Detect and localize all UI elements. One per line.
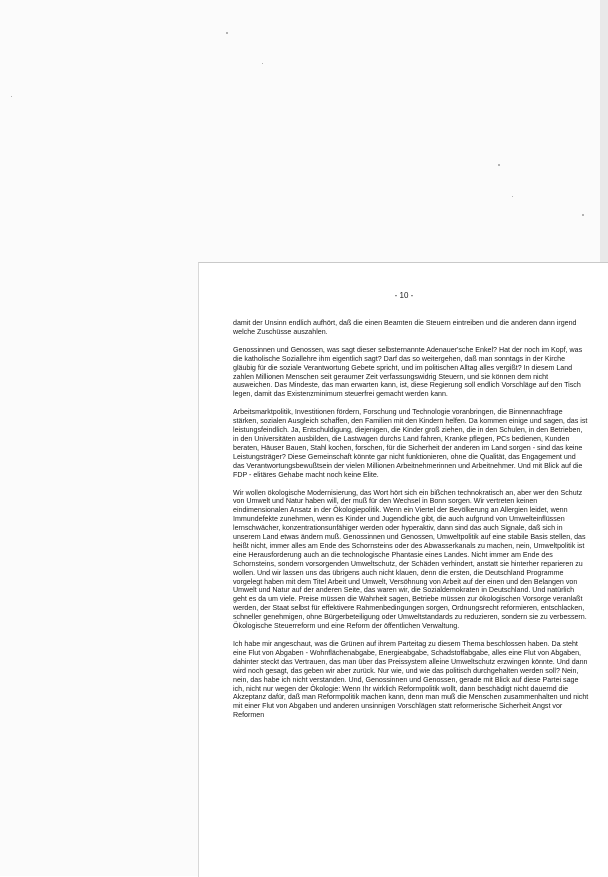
paragraph: Ich habe mir angeschaut, was die Grünen auf ihrem Parteitag zu diesem Thema beschlossen haben. Da steht eine Flut von Abgaben - Wohnflächenabgabe, Energieabgabe, Schadstoffabgabe, alles eine Flut von Abgaben, dahinter steckt das Vertrauen, das man über das Preissystem alleine Umweltschutz erzwingen könnte. Und dann wird noch gesagt, das geben wir aber zurück. Nur wie, und wie das politisch durchgehalten werden soll? Nein, nein, das habe ich nicht verstanden. Und, Genossinnen und Genossen, gerade mit Blick auf diese Partei sage ich, nicht nur wegen der Ökologie: Wenn Ihr wirklich Reformpolitik wollt, dann beschädigt nicht dauernd die Akzeptanz dafür, daß man Reformpolitik machen kann, denn man muß die Menschen zusammenhalten und nicht mit einer Flut von Abgaben und anderen unsinnigen Vorschlägen statt reformerische Sicherheit Angst vor Reformen xyxy=(233,640,589,720)
scan-speck xyxy=(11,96,12,97)
scan-speck xyxy=(262,63,263,64)
paragraph: Genossinnen und Genossen, was sagt dieser selbsternannte Adenauer'sche Enkel? Hat der noch im Kopf, was die katholische Soziallehre ihm eigentlich sagt? Darf das so weitergehen, daß man sonntags in der Kirche gläubig für die soziale Verantwortung Gebete spricht, und im politischen Alltag alles vergißt? In diesem Land zahlen Millionen Menschen seit geraumer Zeit verfassungswidrig Steuern, und sie können dem nicht ausweichen. Das Mindeste, das man erwarten kann, ist, diese Regierung soll endlich Vorschläge auf den Tisch legen, damit das Existenzminimum steuerfrei gemacht werden kann. xyxy=(233,345,583,399)
paragraph: Wir wollen ökologische Modernisierung, das Wort hört sich ein bißchen technokratisch an, aber wer den Schutz von Umwelt und Natur haben will, der muß für den Wechsel in Bonn sorgen. Wir vertreten keinen eindimensionalen Ansatz in der Ökologiepolitik. Wenn ein Viertel der Bevölkerung an Allergien leidet, wenn Immundefekte zunehmen, wenn es Kinder und Jugendliche gibt, die auch aufgrund von Umwelteinflüssen lernschwächer, konzentrationsunfähiger werden oder hyperaktiv, dann sind das auch Signale, daß sich in unserem Land etwas ändern muß. Genossinnen und Genossen, Umweltpolitik auf eine stabile Basis stellen, das heißt nicht, immer alles am Ende des Schornsteins oder des Abwasserkanals zu machen, nein, Umweltpolitik ist eine Herausforderung auch an die technologische Phantasie eines Landes. Nicht immer am Ende des Schornsteins, sondern vorsorgenden Umweltschutz, der Schäden verhindert, anstatt sie hinterher reparieren zu wollen. Und wir lassen uns das übrigens auch nicht klauen, denn die ersten, die Deutschland Programme vorgelegt haben mit dem Titel Arbeit und Umwelt, Versöhnung von Arbeit auf der einen und den Belangen von Umwelt und Natur auf der anderen Seite, das waren wir, die Sozialdemokraten in Deutschland. Und natürlich geht es da um viele. Preise müssen die Wahrheit sagen, Betriebe müssen zur ökologischen Vorsorge veranlaßt werden, der Staat selbst für effektivere Rahmenbedingungen sorgen, Ordnungsrecht reformieren, entschlacken, schneller genehmigen, ohne Bürgerbeteiligung oder Umweltstandards zu reduzieren, sondern sie zu verbessern. Ökologische Steuerreform und eine Reform der öffentlichen Verwaltung. xyxy=(233,488,587,631)
document-page xyxy=(198,262,608,877)
scan-speck xyxy=(498,164,500,166)
scan-speck xyxy=(226,32,228,34)
paragraph: damit der Unsinn endlich aufhört, daß die einen Beamten die Steuern eintreiben und die anderen dann irgend welche Zuschüsse auszahlen. xyxy=(233,319,577,336)
paragraph: Arbeitsmarktpolitik, Investitionen fördern, Forschung und Technologie voranbringen, die Binnennachfrage stärken, sozialen Ausgleich schaffen, den Familien mit den Kindern helfen. Da kommen einige und sagen, das ist leistungsfeindlich. Ja, Entschuldigung, diejenigen, die Kinder groß ziehen, die in den Schulen, in den Betrieben, in den Universitäten ausbilden, die Lastwagen durchs Land fahren, Kranke pflegen, PCs bedienen, Kunden beraten, Häuser Bauen, Stahl kochen, forschen, für die Sicherheit der anderen im Land sorgen - sind das keine Leistungsträger? Diese Gemeinschaft könnte gar nicht funktionieren, ohne die Qualität, das Engagement und das Verantwortungsbewußtsein der vielen Millionen Arbeitnehmerinnen und Arbeitnehmer. Und mit Blick auf die FDP - elitäres Gehabe macht noch keine Elite. xyxy=(233,408,588,479)
scan-edge-shadow xyxy=(600,0,608,270)
scan-speck xyxy=(512,196,513,197)
document-body xyxy=(233,319,589,729)
page-number: - 10 - xyxy=(394,291,414,300)
scan-speck xyxy=(582,214,584,216)
